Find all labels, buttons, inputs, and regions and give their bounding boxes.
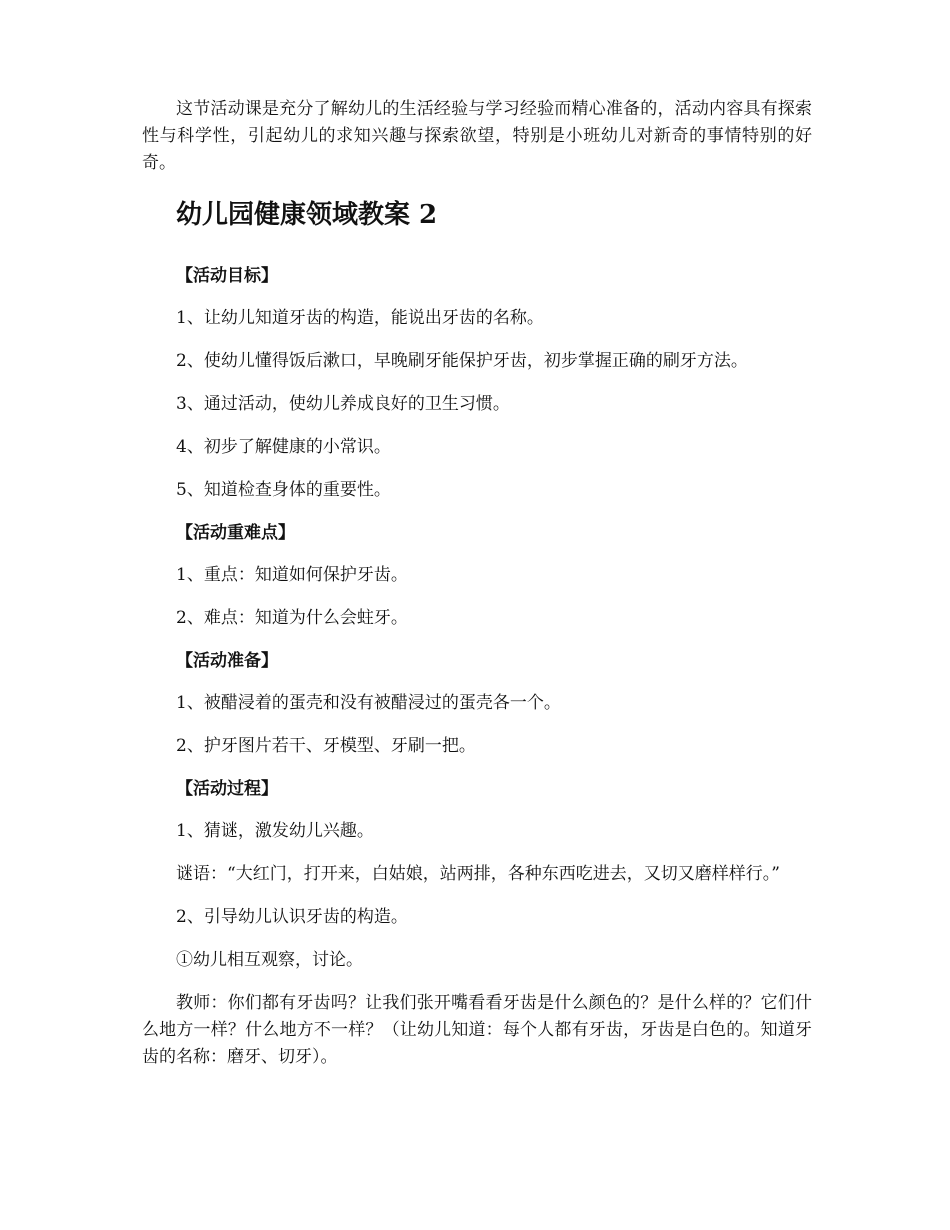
list-item: 5、知道检查身体的重要性。 <box>176 480 391 500</box>
section-heading: 【活动目标】 <box>176 266 278 286</box>
document-page <box>142 96 812 1087</box>
list-item: 1、猜谜，激发幼儿兴趣。 <box>176 821 374 841</box>
list-item: 1、让幼儿知道牙齿的构造，能说出牙齿的名称。 <box>176 308 544 328</box>
page-title: 幼儿园健康领域教案 2 <box>176 200 438 230</box>
list-item: 2、引导幼儿认识牙齿的构造。 <box>176 907 408 927</box>
list-item: 1、被醋浸着的蛋壳和没有被醋浸过的蛋壳各一个。 <box>176 693 561 713</box>
list-item: 1、重点：知道如何保护牙齿。 <box>176 565 408 585</box>
list-item: 2、使幼儿懂得饭后漱口，早晚刷牙能保护牙齿，初步掌握正确的刷牙方法。 <box>176 351 748 371</box>
section-key-points <box>142 520 812 632</box>
list-item: ①幼儿相互观察，讨论。 <box>176 950 363 970</box>
teacher-paragraph: 教师：你们都有牙齿吗？让我们张开嘴看看牙齿是什么颜色的？是什么样的？它们什么地方一样？什么地方不一样？（让幼儿知道：每个人都有牙齿，牙齿是白色的。知道牙齿的名称：磨牙、切牙）。 <box>142 993 812 1067</box>
section-goals <box>142 263 812 504</box>
list-item: 3、通过活动，使幼儿养成良好的卫生习惯。 <box>176 394 510 414</box>
intro-paragraph: 这节活动课是充分了解幼儿的生活经验与学习经验而精心准备的，活动内容具有探索性与科学性，引起幼儿的求知兴趣与探索欲望，特别是小班幼儿对新奇的事情特别的好奇。 <box>142 99 812 173</box>
section-process <box>142 776 812 1071</box>
list-item: 2、护牙图片若干、牙模型、牙刷一把。 <box>176 736 476 756</box>
list-item: 2、难点：知道为什么会蛀牙。 <box>176 608 408 628</box>
section-heading: 【活动重难点】 <box>176 523 295 543</box>
list-item: 4、初步了解健康的小常识。 <box>176 437 391 457</box>
riddle-paragraph: 谜语：“大红门，打开来，白姑娘，站两排，各种东西吃进去，又切又磨样样行。” <box>176 864 780 884</box>
section-heading: 【活动过程】 <box>176 779 278 799</box>
section-preparation <box>142 648 812 760</box>
section-heading: 【活动准备】 <box>176 651 278 671</box>
